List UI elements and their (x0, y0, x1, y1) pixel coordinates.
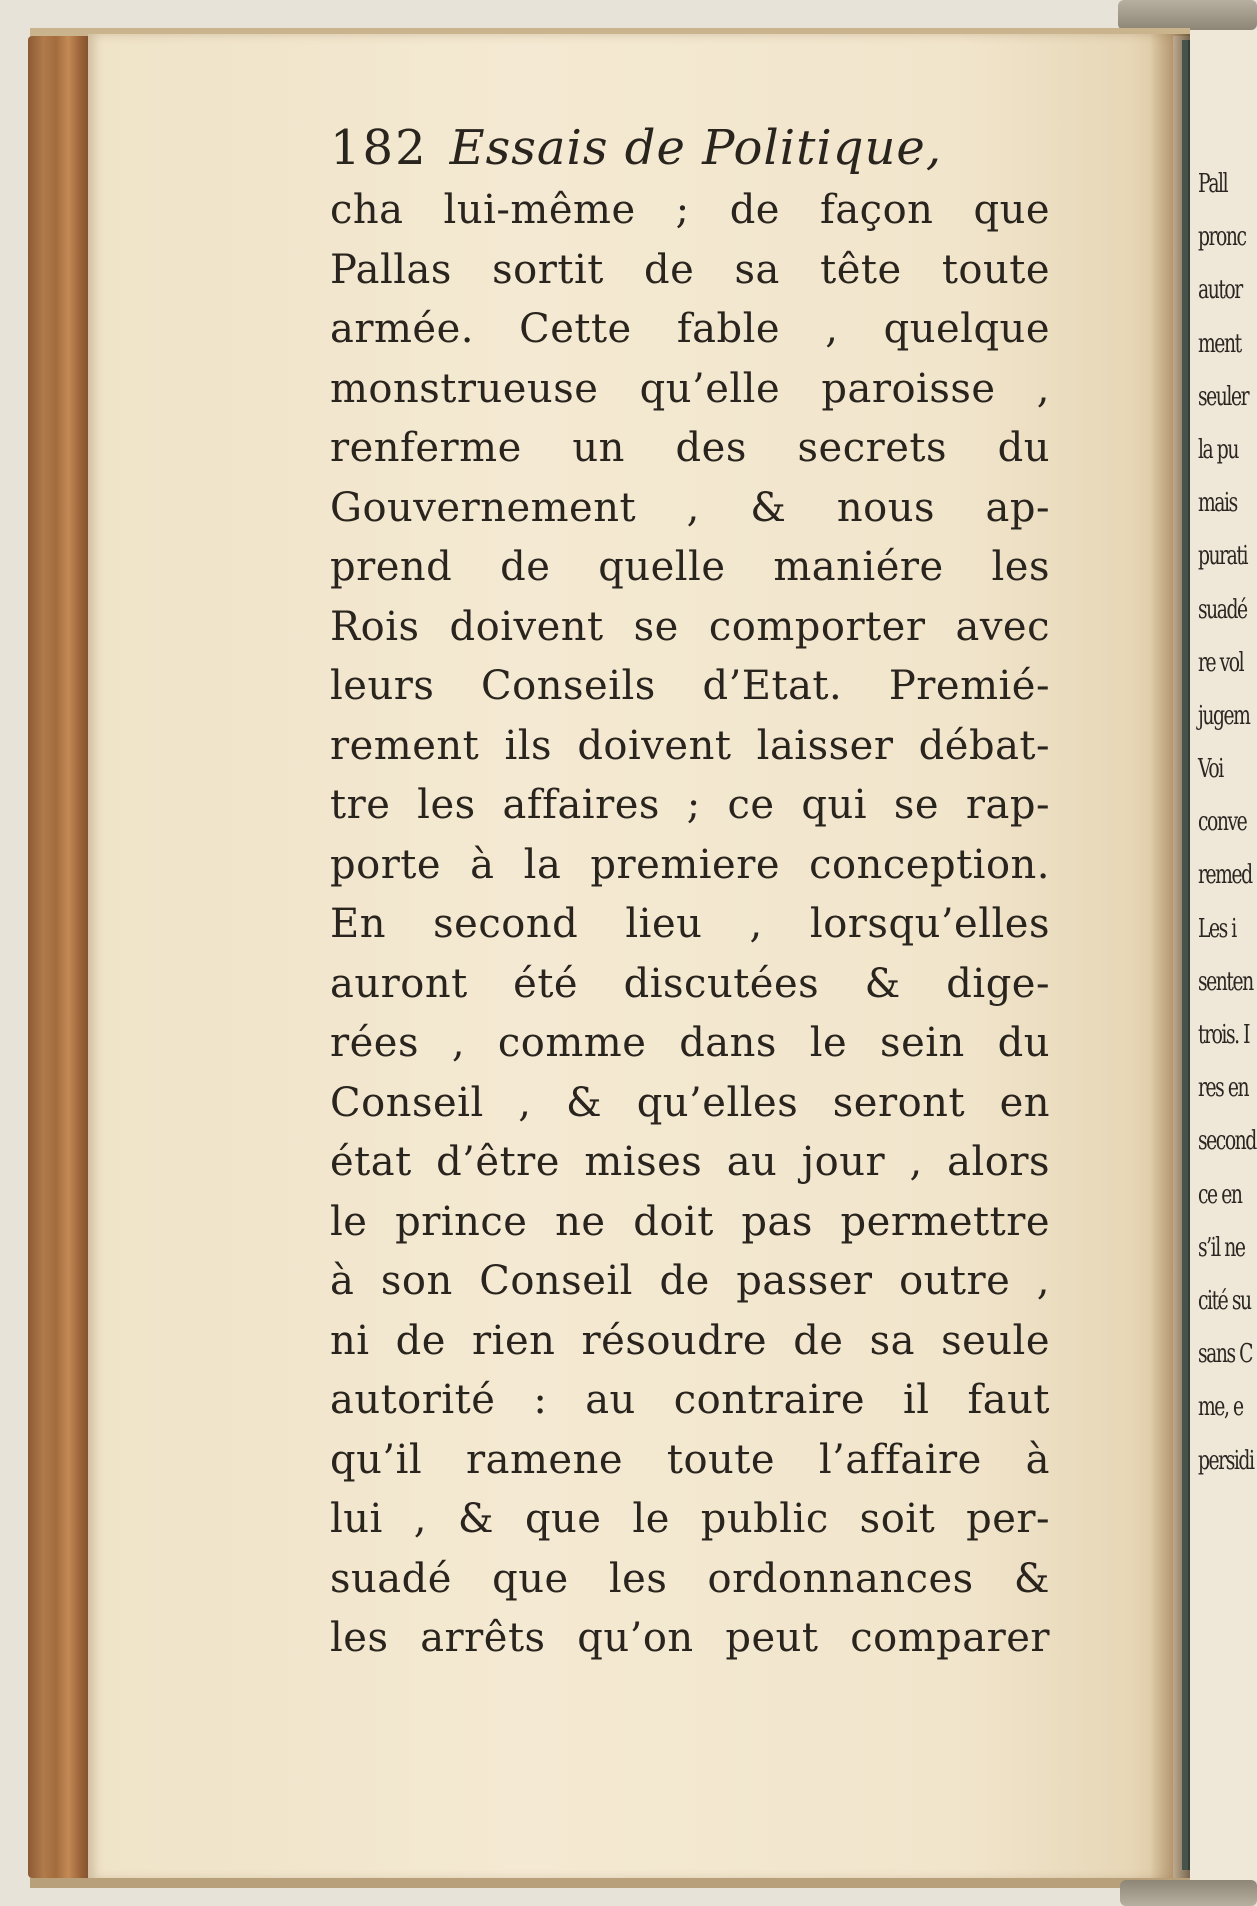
facing-line: trois. I (1198, 1020, 1250, 1050)
page-clip-bottom (1120, 1880, 1257, 1906)
facing-line: mais (1198, 488, 1237, 519)
facing-line: autor (1198, 275, 1242, 306)
facing-line: Voi (1198, 754, 1223, 785)
text-line: lui , & que le public soit per- (330, 1496, 1050, 1542)
text-line: auront été discutées & dige- (330, 960, 1050, 1007)
facing-line: s’il ne (1198, 1232, 1245, 1263)
text-line: Conseil , & qu’elles seront en (330, 1079, 1050, 1126)
body-text (330, 181, 1050, 1669)
facing-line: re vol (1198, 647, 1244, 678)
text-line: ni de rien résoudre de sa seule (330, 1317, 1050, 1364)
text-line: porte à la premiere conception. (330, 841, 1050, 888)
running-head (330, 115, 1050, 181)
text-line: monstrueuse qu’elle paroisse , (330, 365, 1050, 412)
text-line: les arrêts qu’on peut comparer (330, 1615, 1050, 1661)
book-bottom-edge (30, 1878, 1190, 1888)
text-line: tre les affaires ; ce qui se rap- (330, 782, 1050, 828)
text-line: qu’il ramene toute l’affaire à (330, 1436, 1050, 1483)
page-number: 182 (330, 120, 428, 176)
facing-line: conve (1198, 807, 1247, 838)
facing-line: ce en (1198, 1179, 1242, 1210)
text-line: rement ils doivent laisser débat- (330, 722, 1050, 769)
book-fore-edge (28, 36, 90, 1878)
facing-line: persidi (1198, 1445, 1254, 1476)
text-line: En second lieu , lorsqu’elles (330, 901, 1050, 947)
facing-line: senten (1198, 966, 1253, 997)
page-text-block (330, 115, 1050, 1669)
facing-line: sans C (1198, 1339, 1253, 1370)
text-line: autorité : au contraire il faut (330, 1377, 1050, 1423)
text-line: à son Conseil de passer outre , (330, 1258, 1050, 1304)
facing-line: Pall (1198, 169, 1228, 199)
text-line: armée. Cette fable , quelque (330, 306, 1050, 352)
facing-line: la pu (1198, 434, 1238, 465)
facing-line: seuler (1198, 381, 1249, 412)
facing-line: ment (1198, 328, 1241, 359)
text-line: leurs Conseils d’Etat. Premié- (330, 663, 1050, 709)
text-line: rées , comme dans le sein du (330, 1020, 1050, 1066)
text-line: état d’être mises au jour , alors (330, 1139, 1050, 1185)
text-line: cha lui-même ; de façon que (330, 187, 1050, 233)
facing-line: me, e (1198, 1392, 1243, 1423)
text-line: renferme un des secrets du (330, 425, 1050, 471)
facing-line: Les i (1198, 913, 1236, 944)
facing-line: pronc (1198, 222, 1246, 253)
facing-line: res en (1198, 1073, 1249, 1104)
text-line: Rois doivent se comporter avec (330, 603, 1050, 650)
text-line: le prince ne doit pas permettre (330, 1198, 1050, 1245)
facing-line: cité su (1198, 1285, 1251, 1316)
text-line: prend de quelle maniére les (330, 544, 1050, 590)
facing-line: remed (1198, 860, 1252, 891)
facing-page (1190, 30, 1257, 1880)
facing-line: jugem (1198, 700, 1250, 731)
page-clip-top (1118, 0, 1257, 30)
text-line: suadé que les ordonnances & (330, 1555, 1050, 1602)
facing-line: purati (1198, 541, 1248, 572)
text-line: Pallas sortit de sa tête toute (330, 246, 1050, 293)
facing-line: suadé (1198, 594, 1247, 625)
facing-line: second (1198, 1126, 1256, 1157)
text-line: Gouvernement , & nous ap- (330, 484, 1050, 531)
facing-page-text (1198, 158, 1256, 1488)
running-title: Essais de Politique, (449, 120, 943, 176)
